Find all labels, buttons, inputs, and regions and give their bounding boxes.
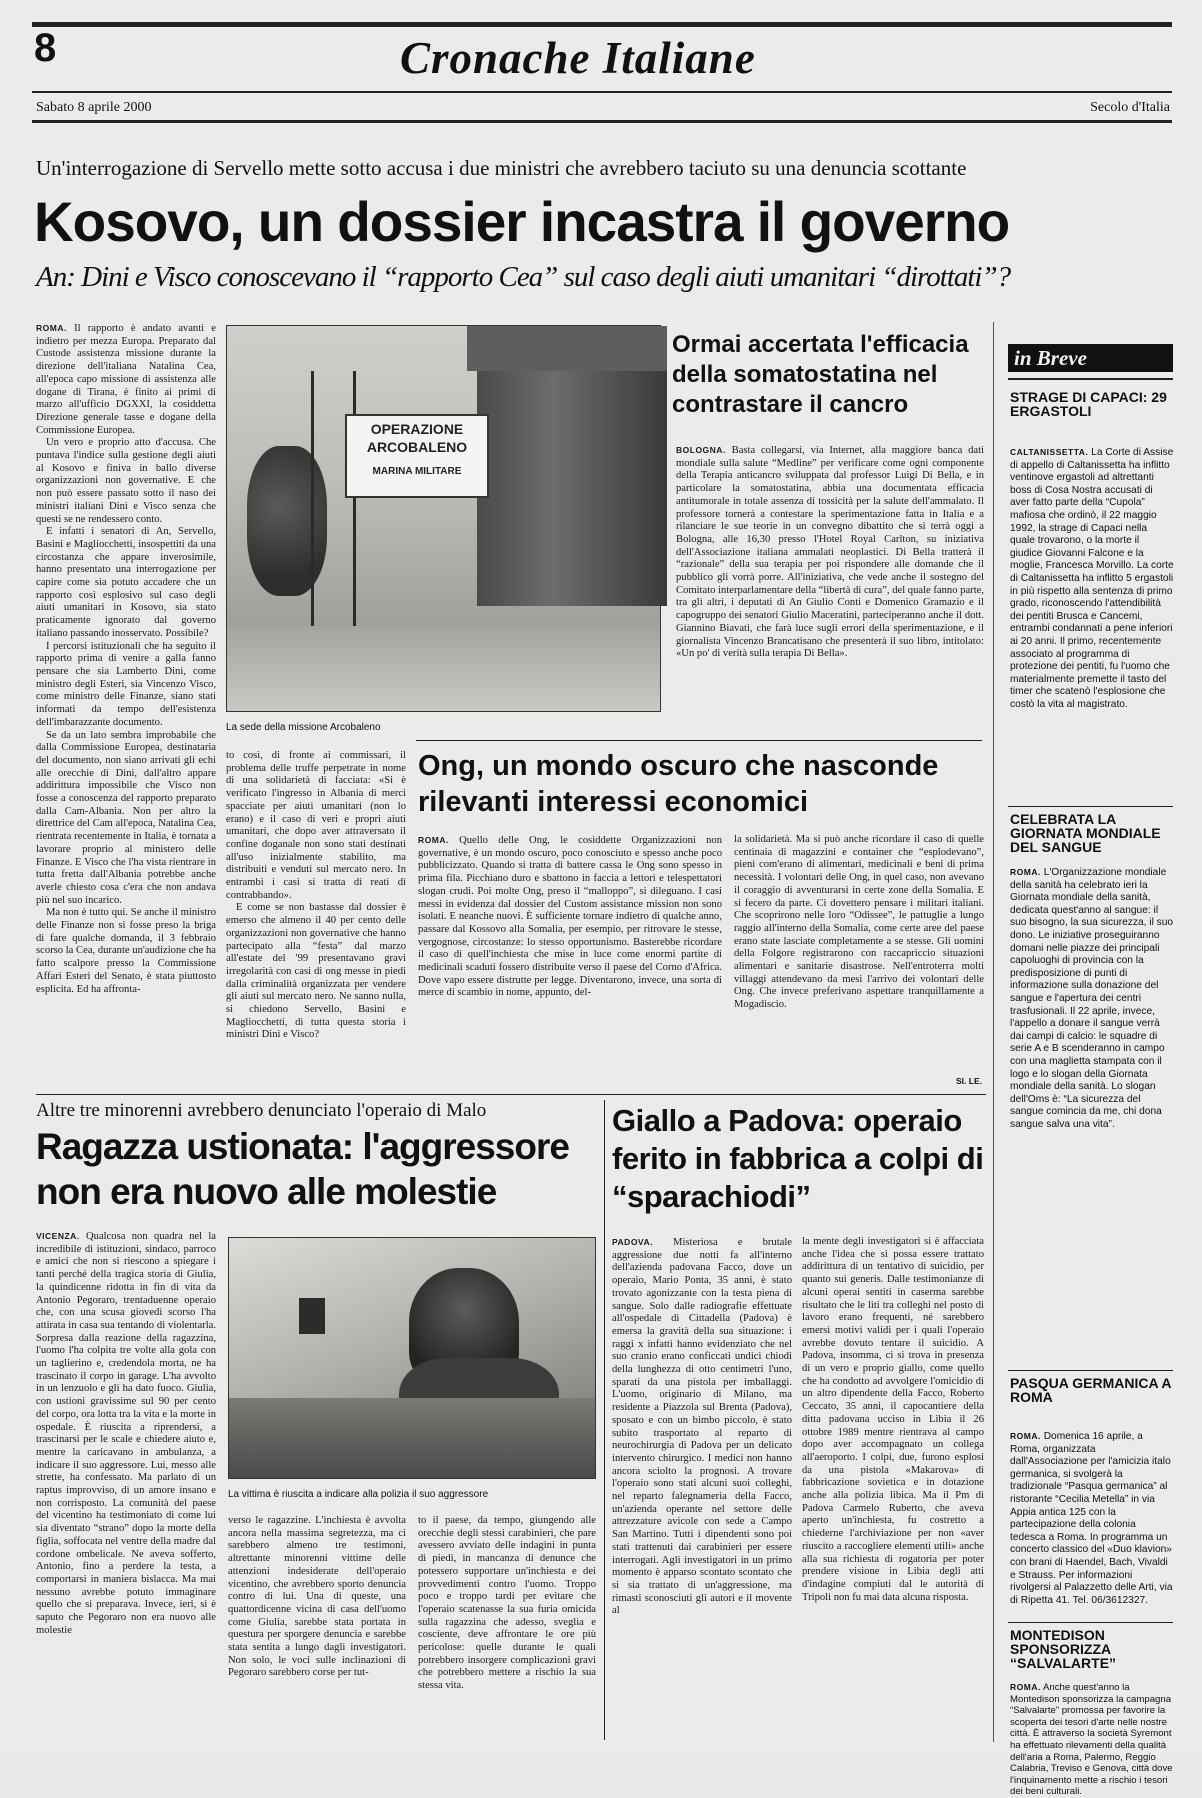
lead-column-2: [226, 750, 406, 1100]
brief-dateline: CALTANISSETTA.: [1010, 447, 1089, 457]
lower-rule: [36, 1094, 986, 1095]
ragazza-column-3: [418, 1515, 596, 1737]
sidebar-rule: [1008, 378, 1173, 380]
pavement: [227, 626, 660, 711]
car-roof: [229, 1398, 595, 1478]
light-fixture: [299, 1298, 325, 1334]
brief-text: Domenica 16 aprile, a Roma, organizzata dall'Associazione per l'amicizia italo germanica, si svolgerà la tradizionale “Pasqua germanica” al ristorante “Cecilia Metella” in via Appia antica 125 con la partecipazione della colonia tedesca a Roma. In programma un concerto classico del «Duo klavion» con brani di Haendel, Bach, Vivaldi e Strauss. Per informazioni rivolgersi al Palazzetto delle Arti, via di Ripetta 41. Tel. 06/3612327.: [1010, 1431, 1173, 1606]
ragazza-text: verso le ragazzine. L'inchiesta è avvolta ancora nella massima segretezza, ma ci sarebbero almeno tre testimoni, altrettante minorenni vittime delle attenzioni indesiderate dell'operaio vicentino, che avrebbero sporto denuncia contro di lui. Una di queste, una quattordicenne vicina di casa dell'uomo come Giulia, sarebbe stata portata in questura per sporgere denuncia e sarebbe stata sentita a lungo dagli investigatori. Non solo, le voci sulle inclinazioni di Pegoraro sarebbero corse per tut-: [228, 1515, 406, 1679]
issue-date: Sabato 8 aprile 2000: [36, 100, 152, 115]
sign-pole: [311, 371, 314, 626]
ragazza-text: to il paese, da tempo, giungendo alle orecchie degli stessi carabinieri, che pare avessero avviato delle indagini in punta di piedi, in mancanza di denunce che potessero supportare un'inchiesta e dei provvedimenti contro l'uomo. Troppo poco e troppo tardi per evitare che l'operaio scatenasse la sua furia omicida sulla ragazzina che adesso, sveglia e cosciente, deve affrontare le ore più pericolose: quelle durante le quali potrebbero insorgere complicazioni gravi che potrebbero mettere a rischio la sua stessa vita.: [418, 1515, 596, 1692]
sidebar-rule: [1008, 806, 1173, 807]
padova-text: la mente degli investigatori si è affacciata anche l'idea che si possa essere trattato addirittura di un tentativo di suicidio, per quanto sui generis. Dalle testimonianze di alcuni operai sentiti in caserma sarebbe risultato che le liti tra colleghi nel posto di lavoro erano frequenti, né sarebbero emersi motivi validi per i quali l'operaio avrebbe dovuto tentare il suicidio. A Padova, insomma, ci si trova in presenza di un vero e proprio giallo, come quello che ha condotto ad avvolgere l'omicidio di un altro dipendente della Facco, Roberto Ceccato, 35 anni, il capocantiere della ditta padovana ucciso in Libia il 26 ottobre 1989 mentre rientrava al campo dopo aver accompagnato un collega all'aeroporto. I colpi, due, furono esplosi da una pistola «Makarova» di fabbricazione sovietica e in dotazione anche alla polizia libica. Ma il Pm di Padova Carmelo Ruberto, che aveva aperto un'inchiesta, fu costretto a chiederne l'archiviazione per non «aver riuscito a raccogliere elementi utili» anche alla sua richiesta di rogatoria per poter prendere visione in Libia degli atti d'indagine compiuti dal le autorità di Tripoli non fu mai data alcuna risposta.: [802, 1236, 984, 1603]
ong-text: Quello delle Ong, le cosiddette Organizzazioni non governative, è un mondo oscuro, poco conosciuto e spesso anche poco pubblicizzato. Quando si tratta di battere cassa le Ong sono spesso in prima fila. Picchiano duro e sbattono in faccia a lettori e telespettatori slogan crudi. Poi molte Ong, preso il “malloppo”, si dileguano. I casi messi in evidenza dal dossier del Custom assistance mission non sono isolati. E neanche nuovi. È sufficiente tornare indietro di qualche anno, passare dal Kossovo alla Somalia, per esempio, per ritrovare le stesse, vergognose, circostanze: lo stesso opportunismo. Basterebbe ricordare il caso di quell'inchiesta che mise in luce come enormi partite di medicinali scaduti fossero distribuite verso il paese del Corno d'Africa. Dove vapo essere distrutte per legge. Diventarono, invece, una sorta di merce di scambio in nome, appunto, del-: [418, 835, 722, 999]
lead-paragraph: Se da un lato sembra improbabile che dalla Commissione Europea, destinataria del documento, non siano arrivati gli echi alle orecchie di Dini, dall'altro appare addirittura impossibile che Visco non fosse a conoscenza del rapporto preparato dalla Cam-Albania. Non per altro la direttrice del Cam all'epoca, Natalina Cea, rientrata recentemente in Italia, è tornata a lavorare proprio al ministero delle Finanze. E Visco che l'ha vista rientrare in tutta fretta dall'Albania potrebbe anche averle chiesto cosa c'era che non andava più nel suo incarico.: [36, 729, 216, 906]
date-rule: [32, 120, 1172, 123]
ragazza-photo-caption: La vittima è riuscita a indicare alla polizia il suo aggressore: [228, 1489, 489, 1500]
brief-body: [1010, 1430, 1174, 1620]
somato-text: Basta collegarsi, via Internet, alla maggiore banca dati mondiale sulla salute “Medline” per verificare come ogni componente della Terapia anticancro sviluppata dal professor Luigi Di Bella, e in particolare la somatostatina, abbia una documentata efficacia antitumorale in totale assenza di tossicità per la salute dell'ammalato. Il professore tornerà a contestare la sperimentazione fatta in Italia e a rilanciare le sue teorie in un convegno dibattito che si terrà oggi a Bologna, alle 16,30 presso l'Hotel Royal Carlton, su iniziativa dell'Associazione italiana ammalati neoplastici. Di Bella tratterà il “razionale” della sua terapia per poi rispondere alle domande che il pubblico gli vorrà porre. All'iniziativa, che vede anche il sostegno del Comitato interparlamentare della “libertà di cura”, del quale fanno parte, tra gli altri, i deputati di An Giulio Conti e Domenico Gramazio e il capogruppo dei senatori Giulio Maceratini, parteciperanno anche il dott. Giannino Biavati, che farà luce sugli errori della sperimentazione, e il giornalista Vincenzo Brancatisano che presenterà il suo libro, intitolato: «Un po' di verità sulla terapia Di Bella».: [676, 445, 984, 660]
padova-column-1: [612, 1236, 792, 1736]
brief-dateline: ROMA.: [1010, 1682, 1041, 1692]
building-wall: [477, 366, 667, 606]
police-photo: [228, 1237, 596, 1479]
lead-paragraph: I percorsi istituzionali che ha seguito il rapporto prima di venire a galla fanno pensare che sia Lamberto Dini, come ministro degli Esteri, sia Vincenzo Visco, come ministro delle Finanze, siano stati informati da tempo dell'esistenza dell'imbarazzante documento.: [36, 640, 216, 728]
operazione-sign: [345, 414, 489, 498]
lead-paragraph: Ma non è tutto qui. Se anche il ministro delle Finanze non si fosse preso la briga di fare qualche domanda, il 3 febbraio scorso la Cea, durante un'audizione che ha fatto scalpore presso la Commissione Affari Esteri del Senato, è stata piuttosto esplicita. Ed ha affronta-: [36, 907, 216, 995]
ong-signature: SI. LE.: [956, 1076, 982, 1086]
padova-column-2: [802, 1236, 984, 1736]
ragazza-headline: Ragazza ustionata: l'aggressore non era nuovo alle molestie: [36, 1126, 569, 1212]
sign-line: ARCOBALENO: [366, 439, 468, 455]
lead-column-1: [36, 322, 216, 1100]
brief-text: L'Organizzazione mondiale della sanità ha celebrato ieri la Giornata mondiale della sanità, dedicata quest'anno al sangue: il suo bisogno, la sua sicurezza, il suo dono. Le iniziative proseguiranno domani nelle piazze dei principali capoluoghi di provincia con la predisposizione di punti di informazione sulla donazione del sangue e l'apertura dei centri trasfusionali. Il 22 aprile, invece, l'appello a donare il sangue verrà dai campi di calcio: le squadre di serie A e B scenderanno in campo con una maglietta stampata con il logo e lo slogan della Giornata mondiale della sanità. Lo slogan dell'Oms è: “La sicurezza del sangue comincia da me, chi dona sangue salva una vita”.: [1010, 867, 1174, 1130]
brief-dateline: ROMA.: [1010, 1431, 1041, 1441]
arcobaleno-photo: [226, 325, 661, 712]
brief-title: STRAGE DI CAPACI: 29 ERGASTOLI: [1010, 389, 1167, 419]
lead-subheadline: An: Dini e Visco conoscevano il “rapporto Cea” sul caso degli aiuti umanitari “dirottati”?: [36, 261, 1011, 293]
brief-dateline: ROMA.: [1010, 867, 1041, 877]
brief-item: [1010, 390, 1174, 418]
padova-text: Misteriosa e brutale aggressione due notti fa all'interno dell'azienda padovana Facco, dove un operaio, Mario Ponta, 35 anni, è stato trovato agonizzante con la testa piena di sangue. Solo dalle radiografie effettuate all'ospedale di Cittadella (Padova) è emersa la gravità della sua situazione: i raggi x infatti hanno evidenziato che nel suo cranio erano conficcati undici chiodi della lunghezza di otto centimetri l'uno, sparati da una pistola per imballaggi. L'uomo, originario di Milano, ma residente a Piazzola sul Brenta (Padova), sposato e con un bimbo piccolo, è stato subito trasportato al reparto di neurochirurgia di Padova per un delicato intervento chirurgico. I medici non hanno ancora sciolto la prognosi. A trovare l'operaio sono stati alcuni suoi colleghi, nel reparto falegnameria della Facco, un'azienda operante nel settore delle attrezzature avicole con sede a Campo San Martino. Tutti i dipendenti sono poi stati trattenuti dai carabinieri per essere interrogati. Agli investigatori in un primo momento è apparso scontato scontato che si sia trattato di un'aggressione, ma rimasti sconosciuti gli autori e il movente al: [612, 1237, 792, 1617]
brief-text: La Corte di Assise di appello di Caltanissetta ha inflitto ventinove ergastoli ad altrettanti boss di Cosa Nostra accusati di aver fatto parte della “Cupola” mafiosa che ordinò, il 22 maggio 1992, la strage di Capaci nella quale trovarono, o la morte il giudice Giovanni Falcone e la moglie, Francesca Morvillo. La corte di Caltanissetta ha inflitto 5 ergastoli in più rispetto alla sentenza di primo grado, riconoscendo l'attendibilità dei pentiti Brusca e Cancemi, entrambi condannati a pene inferiori ai 20 anni. Il primo, recentemente associato al programma di protezione dei pentiti, fu l'uomo che materialmente premette il tasto del timer che scatenò l'esplosione che costò la vita al magistrato.: [1010, 447, 1174, 710]
lead-paragraph: E come se non bastasse dal dossier è emerso che almeno il 40 per cento delle organizzazioni non governative che hanno partecipato alla “festa” dal marzo all'estate del '99 presentavano gravi irregolarità con casi di ong messe in piedi dalla criminalità organizzata per vendere gli aiuti sul mercato nero. Ne sanno nulla, si chiedono Servello, Basini e Magliocchetti, di tutta questa storia i ministri Dini e Visco?: [226, 902, 406, 1041]
brief-title: PASQUA GERMANICA A ROMA: [1010, 1375, 1171, 1405]
building-roof: [467, 326, 667, 371]
tree-shape: [247, 446, 327, 596]
ong-text: la solidarietà. Ma si può anche ricordare il caso di quelle centinaia di magazzini e container che “esplodevano”, pieni com'erano di alimentari, medicinali e beni di prima necessità. I volontari delle Ong, in quel caso, non avevano il coraggio di avventurarsi in certe zone della Somalia. E si fecero da parte. Ci dovettero pensare i militari italiani. Che scoprirono nelle loro “Odissee”, le pattuglie a lungo raggio all'interno della Somalia, come certe aree del paese erano state lasciate completamente a se stesse. Gli uomini della Folgore registrarono con raccapriccio situazioni alimentari e sanitarie disastrose. Nell'entroterra molti villaggi attendevano da mesi l'arrivo dei volontari delle Ong. Che invece preferivano aspettare tranquillamente a Mogadiscio.: [734, 834, 984, 1011]
ong-headline: Ong, un mondo oscuro che nasconde rilevanti interessi economici: [418, 750, 939, 818]
paper-name: Secolo d'Italia: [1090, 100, 1170, 115]
sidebar-rule: [1008, 1622, 1173, 1623]
somato-headline: Ormai accertata l'efficacia della somatostatina nel contrastare il cancro: [672, 331, 969, 418]
brief-item: [1010, 812, 1174, 854]
lead-paragraph: Un vero e proprio atto d'accusa. Che puntava l'indice sulla gestione degli aiuti al Kosovo e finiva in ballo diverse organizzazioni non governative. E che non può essere passato sotto il naso dei ministri italiani Dini e Visco senza che questi se ne rendessero conto.: [36, 437, 216, 525]
sidebar-rule: [1008, 1370, 1173, 1371]
sign-pole: [353, 371, 356, 626]
brief-title: CELEBRATA LA GIORNATA MONDIALE DEL SANGUE: [1010, 811, 1161, 855]
padova-dateline: PADOVA.: [612, 1237, 653, 1247]
lead-paragraph: to così, di fronte ai commissari, il problema delle truffe perpetrate in nome di una solidarietà di facciata: «Si è verificato l'ingresso in Albania di merci spacciate per aiuti umanitari (non lo erano) e il caso di veri e propri aiuti umanitari, che dopo aver attraversato il confine doganale non sono stati destinati all'uso inizialmente stabilito, ma distribuiti e venduti sul mercato nero. In entrambi i casi si tratta di reati di contrabbando».: [226, 750, 406, 901]
somato-body: [676, 444, 984, 716]
masthead-rule: [32, 91, 1172, 93]
brief-item: [1010, 1376, 1174, 1404]
in-breve-logo: [1008, 344, 1173, 372]
ong-column-1: [418, 834, 722, 1092]
brief-body: [1010, 866, 1174, 1356]
sign-line: MARINA MILITARE: [372, 466, 462, 477]
ong-dateline: ROMA.: [418, 835, 449, 845]
sign-line: OPERAZIONE: [370, 421, 464, 437]
somato-dateline: BOLOGNA.: [676, 445, 726, 455]
page-number: 8: [34, 26, 57, 70]
brief-text: Anche quest'anno la Montedison sponsorizza la campagna “Salvalarte” promossa per favorire la scoperta dei tesori d'arte nelle nostre città. È attraverso la società Syremont ha effettuato rilevamenti della qualità dell'aria a Roma, Palermo, Reggio Calabria, Treviso e Genova, città dove l'inquinamento mette a rischio i tesori dei beni culturali.: [1010, 1682, 1173, 1798]
lead-kicker: Un'interrogazione di Servello mette sotto accusa i due ministri che avrebbero taciuto su una denuncia scottante: [36, 156, 967, 180]
ragazza-text: Qualcosa non quadra nel la incredibile di istituzioni, sindaco, parroco e amici che non si riescono a spiegare i tanti perché della tragica storia di Giulia, la quindicenne ridotta in fin di vita da Antonio Pegoraro, trentaduenne operaio che, con una scusa giovedì scorso l'ha attirata in casa sua tentando di violentarla. Sorpresa dalla reazione della ragazzina, l'uomo l'ha colpita tre volte alla gola con un taglierino e, credendola morta, ne ha trascinato il corpo in garage. L'ha avvolto in un lenzuolo e gli ha dato fuoco. Giulia, con ustioni gravissime sul 90 per cento del corpo, ora lotta tra la vita e la morte in ospedale. È riuscita a riprendersi, a trascinarsi per le scale e chiedere aiuto e, mentre la caricavano in ambulanza, a indicare il suo aggressore. Lui, messo alle strette, ha confessato. Ma parlato di un raptus improvviso, di un amore insano e non corrisposto. La comunità del paese del vicentino ha testimoniato di come lui sia diventato “strano” dopo la morte della figlia, soffocata nel ventre della madre dal cordone ombelicale. Ne aveva sofferto, Antonio, fino a perdere la testa, a comportarsi in maniera bislacca. Ma mai nessuno avrebbe potuto immaginare quello che si preparava. Invece, ieri, si è saputo che Pegoraro non era nuovo alle molestie: [36, 1231, 216, 1636]
lead-photo-caption: La sede della missione Arcobaleno: [226, 722, 381, 733]
ragazza-column-1: [36, 1230, 216, 1735]
in-breve-text: in Breve: [1014, 346, 1087, 370]
sidebar-divider: [993, 322, 994, 1742]
ragazza-column-2: [228, 1515, 406, 1737]
brief-body: [1010, 1682, 1174, 1798]
padova-divider: [604, 1100, 605, 1740]
brief-title: MONTEDISON SPONSORIZZA “SALVALARTE”: [1010, 1627, 1117, 1671]
brief-item: [1010, 1628, 1174, 1670]
ragazza-dateline: VICENZA.: [36, 1231, 80, 1241]
top-rule: [32, 22, 1172, 27]
ong-column-2: [734, 834, 984, 1074]
brief-body: [1010, 446, 1174, 826]
lead-paragraph: Il rapporto è andato avanti e indietro per mezza Europa. Preparato dal Custode assistenza missione durante la direzione dell'italiana Natalina Cea, all'epoca capo missione di assistenza alle dogane di Tirana, è finito ai primi di marzo all'ufficio DGXXI, la cosiddetta Direzione generale tasse e dogane della Commissione Europea.: [36, 323, 216, 436]
ragazza-kicker: Altre tre minorenni avrebbero denunciato l'operaio di Malo: [36, 1100, 487, 1121]
lead-paragraph: E infatti i senatori di An, Servello, Basini e Magliocchetti, insospettiti da una circostanza che appare inverosimile, hanno presentato una interrogazione per capire come sia potuto accadere che un rapporto così esplosivo sul caso degli aiuti umanitari in Kosovo, sia stato praticamente ignorato dal governo italiano passando inosservato. Possibile?: [36, 526, 216, 639]
padova-headline: Giallo a Padova: operaio ferito in fabbrica a colpi di “sparachiodi”: [612, 1103, 984, 1214]
ong-rule: [416, 740, 982, 741]
lead-dateline: ROMA.: [36, 323, 67, 333]
section-title: Cronache Italiane: [400, 33, 756, 83]
lead-headline: Kosovo, un dossier incastra il governo: [34, 190, 1010, 253]
